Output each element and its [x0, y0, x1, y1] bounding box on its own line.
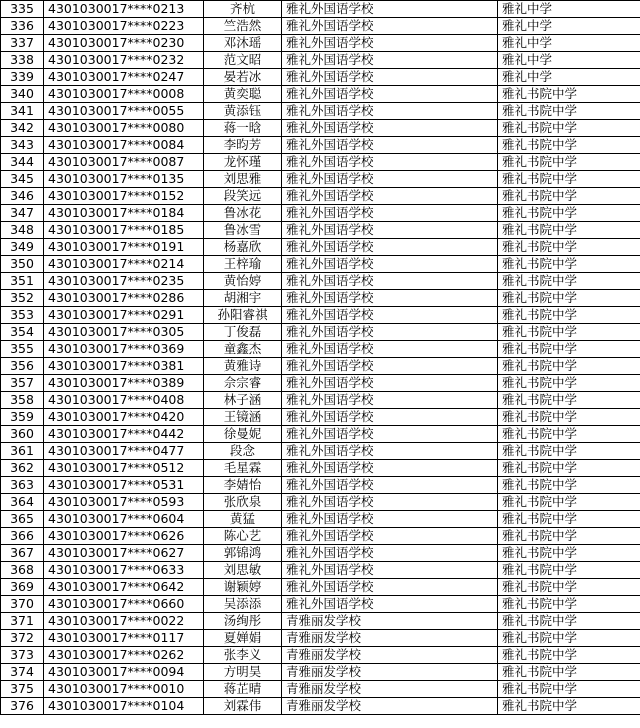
cell-admitted-school: 雅礼书院中学 [498, 409, 640, 426]
cell-student-id: 4301030017****0055 [44, 103, 204, 120]
cell-row-number: 342 [1, 120, 44, 137]
cell-school: 雅礼外国语学校 [282, 409, 498, 426]
cell-student-id: 4301030017****0531 [44, 477, 204, 494]
table-row [1, 664, 640, 681]
cell-admitted-school: 雅礼书院中学 [498, 426, 640, 443]
cell-admitted-school: 雅礼书院中学 [498, 698, 640, 715]
cell-school: 雅礼外国语学校 [282, 52, 498, 69]
cell-student-name: 晏若冰 [204, 69, 282, 86]
cell-student-name: 刘霖伟 [204, 698, 282, 715]
cell-admitted-school: 雅礼书院中学 [498, 494, 640, 511]
table-row [1, 86, 640, 103]
cell-row-number: 367 [1, 545, 44, 562]
cell-student-name: 方明昊 [204, 664, 282, 681]
table-row [1, 205, 640, 222]
cell-school: 雅礼外国语学校 [282, 1, 498, 18]
cell-row-number: 371 [1, 613, 44, 630]
cell-admitted-school: 雅礼书院中学 [498, 137, 640, 154]
table-row [1, 545, 640, 562]
cell-student-name: 夏婵娟 [204, 630, 282, 647]
cell-admitted-school: 雅礼书院中学 [498, 341, 640, 358]
cell-row-number: 350 [1, 256, 44, 273]
table-row [1, 69, 640, 86]
cell-admitted-school: 雅礼书院中学 [498, 613, 640, 630]
cell-student-id: 4301030017****0117 [44, 630, 204, 647]
cell-student-name: 林子涵 [204, 392, 282, 409]
cell-student-name: 蒋芷晴 [204, 681, 282, 698]
cell-admitted-school: 雅礼书院中学 [498, 222, 640, 239]
cell-school: 雅礼外国语学校 [282, 579, 498, 596]
cell-student-id: 4301030017****0381 [44, 358, 204, 375]
cell-student-id: 4301030017****0369 [44, 341, 204, 358]
cell-school: 雅礼外国语学校 [282, 358, 498, 375]
cell-admitted-school: 雅礼书院中学 [498, 511, 640, 528]
cell-row-number: 347 [1, 205, 44, 222]
cell-student-name: 丁俊磊 [204, 324, 282, 341]
cell-student-id: 4301030017****0008 [44, 86, 204, 103]
cell-row-number: 356 [1, 358, 44, 375]
cell-admitted-school: 雅礼书院中学 [498, 392, 640, 409]
cell-row-number: 355 [1, 341, 44, 358]
table-row [1, 375, 640, 392]
cell-student-id: 4301030017****0305 [44, 324, 204, 341]
table-row [1, 630, 640, 647]
cell-school: 青雅丽发学校 [282, 647, 498, 664]
cell-school: 雅礼外国语学校 [282, 307, 498, 324]
cell-student-id: 4301030017****0010 [44, 681, 204, 698]
table-row [1, 613, 640, 630]
cell-student-name: 鲁冰花 [204, 205, 282, 222]
cell-student-name: 郭锦鸿 [204, 545, 282, 562]
cell-row-number: 360 [1, 426, 44, 443]
table-row [1, 409, 640, 426]
cell-student-name: 段念 [204, 443, 282, 460]
table-row [1, 477, 640, 494]
table-row [1, 1, 640, 18]
cell-school: 雅礼外国语学校 [282, 290, 498, 307]
cell-student-id: 4301030017****0223 [44, 18, 204, 35]
cell-row-number: 345 [1, 171, 44, 188]
cell-row-number: 339 [1, 69, 44, 86]
cell-school: 雅礼外国语学校 [282, 35, 498, 52]
cell-student-id: 4301030017****0627 [44, 545, 204, 562]
cell-row-number: 373 [1, 647, 44, 664]
cell-student-name: 童鑫杰 [204, 341, 282, 358]
cell-student-name: 毛星霖 [204, 460, 282, 477]
cell-student-id: 4301030017****0626 [44, 528, 204, 545]
admission-list-body [1, 1, 640, 715]
cell-student-id: 4301030017****0185 [44, 222, 204, 239]
table-row [1, 35, 640, 52]
cell-student-id: 4301030017****0604 [44, 511, 204, 528]
cell-row-number: 335 [1, 1, 44, 18]
cell-student-name: 李昀芳 [204, 137, 282, 154]
cell-admitted-school: 雅礼中学 [498, 18, 640, 35]
cell-school: 雅礼外国语学校 [282, 222, 498, 239]
cell-student-name: 佘宗睿 [204, 375, 282, 392]
cell-row-number: 351 [1, 273, 44, 290]
cell-student-id: 4301030017****0191 [44, 239, 204, 256]
cell-student-name: 王梓瑜 [204, 256, 282, 273]
cell-admitted-school: 雅礼书院中学 [498, 681, 640, 698]
table-row [1, 511, 640, 528]
cell-admitted-school: 雅礼书院中学 [498, 171, 640, 188]
cell-student-name: 张欣泉 [204, 494, 282, 511]
cell-admitted-school: 雅礼书院中学 [498, 86, 640, 103]
cell-school: 青雅丽发学校 [282, 681, 498, 698]
cell-row-number: 346 [1, 188, 44, 205]
cell-admitted-school: 雅礼书院中学 [498, 596, 640, 613]
cell-student-name: 刘思雅 [204, 171, 282, 188]
cell-student-id: 4301030017****0094 [44, 664, 204, 681]
cell-admitted-school: 雅礼书院中学 [498, 154, 640, 171]
table-row [1, 494, 640, 511]
cell-admitted-school: 雅礼书院中学 [498, 443, 640, 460]
table-row [1, 698, 640, 715]
cell-row-number: 340 [1, 86, 44, 103]
cell-school: 雅礼外国语学校 [282, 256, 498, 273]
table-row [1, 18, 640, 35]
table-row [1, 647, 640, 664]
cell-school: 雅礼外国语学校 [282, 86, 498, 103]
cell-student-name: 龙怀瑾 [204, 154, 282, 171]
table-row [1, 562, 640, 579]
cell-school: 雅礼外国语学校 [282, 137, 498, 154]
cell-row-number: 370 [1, 596, 44, 613]
cell-admitted-school: 雅礼书院中学 [498, 188, 640, 205]
cell-student-id: 4301030017****0262 [44, 647, 204, 664]
cell-school: 雅礼外国语学校 [282, 324, 498, 341]
table-row [1, 392, 640, 409]
table-row [1, 273, 640, 290]
table-row [1, 52, 640, 69]
cell-admitted-school: 雅礼书院中学 [498, 358, 640, 375]
table-row [1, 256, 640, 273]
cell-admitted-school: 雅礼书院中学 [498, 290, 640, 307]
table-row [1, 290, 640, 307]
cell-school: 青雅丽发学校 [282, 664, 498, 681]
cell-admitted-school: 雅礼书院中学 [498, 273, 640, 290]
cell-row-number: 364 [1, 494, 44, 511]
cell-student-name: 齐杭 [204, 1, 282, 18]
cell-student-name: 李婧怡 [204, 477, 282, 494]
cell-school: 雅礼外国语学校 [282, 460, 498, 477]
cell-admitted-school: 雅礼书院中学 [498, 647, 640, 664]
cell-student-name: 刘思敏 [204, 562, 282, 579]
cell-row-number: 374 [1, 664, 44, 681]
cell-admitted-school: 雅礼书院中学 [498, 256, 640, 273]
cell-admitted-school: 雅礼书院中学 [498, 545, 640, 562]
cell-row-number: 359 [1, 409, 44, 426]
cell-row-number: 375 [1, 681, 44, 698]
cell-school: 雅礼外国语学校 [282, 477, 498, 494]
cell-student-id: 4301030017****0084 [44, 137, 204, 154]
cell-student-name: 鲁冰雪 [204, 222, 282, 239]
cell-admitted-school: 雅礼书院中学 [498, 460, 640, 477]
cell-school: 雅礼外国语学校 [282, 426, 498, 443]
cell-admitted-school: 雅礼书院中学 [498, 579, 640, 596]
cell-admitted-school: 雅礼书院中学 [498, 630, 640, 647]
cell-row-number: 338 [1, 52, 44, 69]
cell-school: 雅礼外国语学校 [282, 494, 498, 511]
cell-student-id: 4301030017****0660 [44, 596, 204, 613]
cell-school: 雅礼外国语学校 [282, 562, 498, 579]
cell-admitted-school: 雅礼书院中学 [498, 664, 640, 681]
cell-admitted-school: 雅礼书院中学 [498, 239, 640, 256]
cell-row-number: 344 [1, 154, 44, 171]
cell-admitted-school: 雅礼中学 [498, 52, 640, 69]
cell-school: 雅礼外国语学校 [282, 188, 498, 205]
cell-student-id: 4301030017****0230 [44, 35, 204, 52]
cell-row-number: 361 [1, 443, 44, 460]
table-row [1, 137, 640, 154]
cell-admitted-school: 雅礼书院中学 [498, 120, 640, 137]
cell-row-number: 365 [1, 511, 44, 528]
cell-student-name: 徐曼妮 [204, 426, 282, 443]
cell-student-id: 4301030017****0087 [44, 154, 204, 171]
cell-student-id: 4301030017****0213 [44, 1, 204, 18]
table-row [1, 460, 640, 477]
cell-student-id: 4301030017****0104 [44, 698, 204, 715]
table-row [1, 426, 640, 443]
cell-admitted-school: 雅礼书院中学 [498, 528, 640, 545]
cell-student-id: 4301030017****0152 [44, 188, 204, 205]
cell-student-name: 黄奕聪 [204, 86, 282, 103]
cell-student-name: 黄雅诗 [204, 358, 282, 375]
cell-school: 雅礼外国语学校 [282, 69, 498, 86]
cell-school: 雅礼外国语学校 [282, 392, 498, 409]
cell-school: 雅礼外国语学校 [282, 103, 498, 120]
cell-row-number: 358 [1, 392, 44, 409]
cell-student-id: 4301030017****0135 [44, 171, 204, 188]
cell-school: 雅礼外国语学校 [282, 596, 498, 613]
cell-row-number: 349 [1, 239, 44, 256]
cell-row-number: 348 [1, 222, 44, 239]
cell-row-number: 366 [1, 528, 44, 545]
cell-admitted-school: 雅礼书院中学 [498, 205, 640, 222]
cell-row-number: 372 [1, 630, 44, 647]
cell-student-id: 4301030017****0214 [44, 256, 204, 273]
cell-row-number: 336 [1, 18, 44, 35]
cell-student-name: 孙阳睿祺 [204, 307, 282, 324]
cell-student-id: 4301030017****0389 [44, 375, 204, 392]
cell-student-id: 4301030017****0633 [44, 562, 204, 579]
cell-row-number: 363 [1, 477, 44, 494]
cell-row-number: 369 [1, 579, 44, 596]
cell-admitted-school: 雅礼书院中学 [498, 562, 640, 579]
cell-student-name: 吴添添 [204, 596, 282, 613]
cell-school: 雅礼外国语学校 [282, 545, 498, 562]
cell-student-id: 4301030017****0442 [44, 426, 204, 443]
cell-admitted-school: 雅礼书院中学 [498, 375, 640, 392]
cell-admitted-school: 雅礼书院中学 [498, 477, 640, 494]
cell-school: 雅礼外国语学校 [282, 18, 498, 35]
cell-school: 青雅丽发学校 [282, 630, 498, 647]
cell-student-id: 4301030017****0022 [44, 613, 204, 630]
table-row [1, 103, 640, 120]
table-row [1, 596, 640, 613]
cell-student-name: 杨嘉欣 [204, 239, 282, 256]
cell-student-id: 4301030017****0512 [44, 460, 204, 477]
cell-school: 雅礼外国语学校 [282, 375, 498, 392]
cell-row-number: 354 [1, 324, 44, 341]
cell-student-id: 4301030017****0080 [44, 120, 204, 137]
cell-student-name: 张李义 [204, 647, 282, 664]
cell-student-name: 竺浩然 [204, 18, 282, 35]
cell-student-name: 谢颖婷 [204, 579, 282, 596]
cell-student-name: 黄猛 [204, 511, 282, 528]
cell-student-name: 汤绚彤 [204, 613, 282, 630]
cell-school: 雅礼外国语学校 [282, 511, 498, 528]
cell-admitted-school: 雅礼书院中学 [498, 307, 640, 324]
cell-student-name: 胡湘宇 [204, 290, 282, 307]
cell-student-id: 4301030017****0247 [44, 69, 204, 86]
cell-school: 雅礼外国语学校 [282, 154, 498, 171]
cell-school: 雅礼外国语学校 [282, 443, 498, 460]
cell-row-number: 368 [1, 562, 44, 579]
table-row [1, 171, 640, 188]
cell-row-number: 362 [1, 460, 44, 477]
cell-admitted-school: 雅礼书院中学 [498, 103, 640, 120]
table-row [1, 443, 640, 460]
cell-student-name: 王镜涵 [204, 409, 282, 426]
cell-student-name: 范文昭 [204, 52, 282, 69]
table-row [1, 358, 640, 375]
cell-row-number: 376 [1, 698, 44, 715]
cell-student-id: 4301030017****0477 [44, 443, 204, 460]
cell-admitted-school: 雅礼中学 [498, 69, 640, 86]
table-row [1, 341, 640, 358]
cell-student-id: 4301030017****0593 [44, 494, 204, 511]
cell-school: 雅礼外国语学校 [282, 341, 498, 358]
cell-student-name: 陈心艺 [204, 528, 282, 545]
table-row [1, 188, 640, 205]
cell-school: 雅礼外国语学校 [282, 171, 498, 188]
cell-student-name: 黄怡婷 [204, 273, 282, 290]
cell-school: 雅礼外国语学校 [282, 273, 498, 290]
table-row [1, 528, 640, 545]
cell-row-number: 352 [1, 290, 44, 307]
table-row [1, 324, 640, 341]
cell-admitted-school: 雅礼书院中学 [498, 324, 640, 341]
cell-student-id: 4301030017****0235 [44, 273, 204, 290]
table-row [1, 154, 640, 171]
cell-school: 雅礼外国语学校 [282, 528, 498, 545]
cell-student-id: 4301030017****0408 [44, 392, 204, 409]
cell-school: 雅礼外国语学校 [282, 205, 498, 222]
cell-row-number: 357 [1, 375, 44, 392]
cell-school: 青雅丽发学校 [282, 613, 498, 630]
table-row [1, 239, 640, 256]
cell-school: 雅礼外国语学校 [282, 239, 498, 256]
cell-admitted-school: 雅礼中学 [498, 35, 640, 52]
cell-student-id: 4301030017****0291 [44, 307, 204, 324]
table-row [1, 579, 640, 596]
cell-row-number: 337 [1, 35, 44, 52]
cell-row-number: 341 [1, 103, 44, 120]
cell-school: 青雅丽发学校 [282, 698, 498, 715]
cell-student-name: 蒋一晗 [204, 120, 282, 137]
cell-student-id: 4301030017****0184 [44, 205, 204, 222]
table-row [1, 681, 640, 698]
cell-student-id: 4301030017****0420 [44, 409, 204, 426]
table-row [1, 120, 640, 137]
cell-admitted-school: 雅礼中学 [498, 1, 640, 18]
table-row [1, 307, 640, 324]
cell-row-number: 353 [1, 307, 44, 324]
cell-student-name: 邓沐瑶 [204, 35, 282, 52]
cell-student-id: 4301030017****0286 [44, 290, 204, 307]
table-row [1, 222, 640, 239]
cell-student-name: 段笑远 [204, 188, 282, 205]
cell-row-number: 343 [1, 137, 44, 154]
cell-student-name: 黄添钰 [204, 103, 282, 120]
cell-student-id: 4301030017****0642 [44, 579, 204, 596]
cell-student-id: 4301030017****0232 [44, 52, 204, 69]
cell-school: 雅礼外国语学校 [282, 120, 498, 137]
